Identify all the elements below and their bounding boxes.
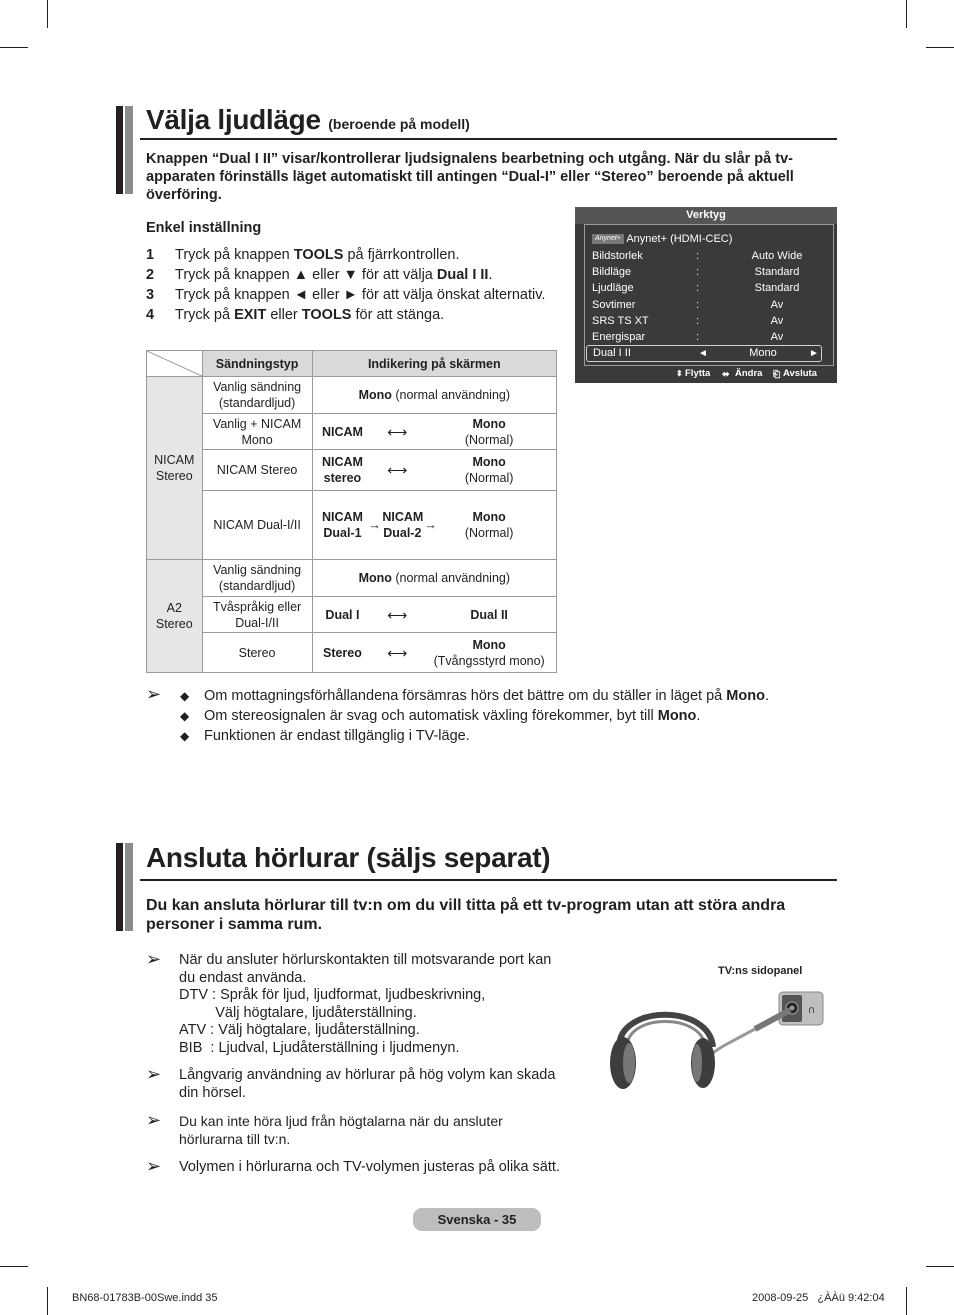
section-title: Välja ljudläge (beroende på modell)	[146, 104, 470, 135]
menu-row[interactable]: Sovtimer : Av	[592, 299, 784, 311]
type-cell: Vanlig sändning (standardljud)	[202, 560, 312, 597]
header-corner	[147, 351, 203, 377]
page-number-badge: Svenska - 35	[413, 1208, 541, 1231]
intro-text: Du kan ansluta hörlurar till tv:n om du vill titta på ett tv-program utan att störa andra personer i samma rum.	[146, 897, 786, 933]
group-a2: A2 Stereo	[147, 560, 203, 673]
anynet-logo: Anynet+	[592, 234, 624, 244]
menu-row[interactable]: SRS TS XT : Av	[592, 315, 784, 327]
title-rule	[140, 138, 837, 140]
note-item: ◆ Funktionen är endast tillgänglig i TV-läge.	[180, 728, 470, 744]
type-cell: Stereo	[202, 633, 312, 673]
headphones-illustration	[605, 985, 830, 1095]
crop-mark	[926, 47, 954, 48]
note-chevron-icon: ➢	[146, 949, 162, 969]
crop-mark	[0, 1266, 28, 1267]
menu-footer: ⬍ Flytta ⬌ Ändra ⎗ Avsluta	[575, 366, 837, 382]
title-rule	[140, 879, 837, 881]
display-cell: Dual II	[422, 597, 556, 633]
note-item: ◆ Om stereosignalen är svag och automatisk växling förekommer, byt till Mono.	[180, 708, 701, 724]
section-title: Ansluta hörlurar (säljs separat)	[146, 842, 551, 873]
type-cell: Tvåspråkig eller Dual-I/II	[202, 597, 312, 633]
exit-icon: ⎗	[773, 369, 781, 379]
note-item: Volymen i hörlurarna och TV-volymen justeras på olika sätt.	[179, 1159, 560, 1175]
note-chevron-icon: ➢	[146, 1064, 162, 1084]
tools-menu	[575, 207, 837, 383]
arrow-right-icon[interactable]: ►	[809, 348, 819, 359]
bullet-icon: ◆	[180, 689, 190, 703]
note-chevron-icon: ➢	[146, 684, 162, 704]
display-cell: Dual I	[312, 597, 372, 633]
step: 1 Tryck på knappen TOOLS på fjärrkontrollen.	[146, 247, 460, 263]
subheading: Enkel inställning	[146, 220, 262, 236]
note-item: Du kan inte höra ljud från högtalarna när du ansluter hörlurarna till tv:n.	[179, 1113, 503, 1147]
section-bar-shade	[125, 843, 133, 931]
display-cell: Mono (normal användning)	[312, 377, 556, 414]
note-chevron-icon: ➢	[146, 1156, 162, 1176]
type-cell: Vanlig sändning (standardljud)	[202, 377, 312, 414]
display-cell: NICAM Dual-1	[312, 491, 372, 560]
print-date: 2008-09-25 ¿ÀÀü 9:42:04	[752, 1292, 885, 1304]
arrow-right-icon: →	[424, 518, 437, 532]
updown-icon: ⬍	[676, 369, 683, 378]
both-arrow-icon: ⟷	[372, 450, 422, 491]
type-cell: Vanlig + NICAM Mono	[202, 414, 312, 450]
display-cell: Mono (normal användning)	[312, 560, 556, 597]
menu-row[interactable]: Bildstorlek : Auto Wide	[592, 250, 803, 262]
display-cell: NICAM stereo	[312, 450, 372, 491]
bullet-icon: ◆	[180, 709, 190, 723]
group-nicam: NICAM Stereo	[147, 377, 203, 560]
note-item: Långvarig användning av hörlurar på hög volym kan skada din hörsel.	[179, 1067, 556, 1101]
steps-list	[146, 245, 566, 325]
leftright-icon: ⬌	[722, 369, 730, 379]
notes-list	[180, 686, 820, 746]
bullet-icon: ◆	[180, 729, 190, 743]
display-cell: → Mono (Normal)	[422, 491, 556, 560]
diagonal-line	[147, 351, 204, 377]
both-arrow-icon: ⟷	[372, 633, 422, 673]
menu-row[interactable]: Energispar : Av	[592, 331, 784, 343]
crop-mark	[47, 1287, 48, 1315]
display-cell: → NICAM Dual-2	[372, 491, 422, 560]
header-display: Indikering på skärmen	[312, 351, 556, 377]
header-type: Sändningstyp	[202, 351, 312, 377]
note-item: ◆ Om mottagningsförhållandena försämras hörs det bättre om du ställer in läget på Mono.	[180, 688, 769, 704]
crop-mark	[926, 1266, 954, 1267]
type-cell: NICAM Dual-I/II	[202, 491, 312, 560]
crop-mark	[906, 0, 907, 28]
crop-mark	[47, 0, 48, 28]
step: 4 Tryck på EXIT eller TOOLS för att stänga.	[146, 307, 445, 323]
display-cell: Mono (Normal)	[422, 450, 556, 491]
sound-mode-table	[146, 350, 557, 673]
section-bar	[116, 843, 123, 931]
display-cell: Stereo	[312, 633, 372, 673]
section-bar-shade	[125, 106, 133, 194]
note-item: När du ansluter hörlurskontakten till motsvarande port kan du endast använda. DTV : Språk för ljud, ljudformat, ljudbeskrivning, Välj högtalare, ljudåterställning. ATV : Välj högtalare, ljudåterställning. BIB : Ljudval, Ljudåterställning i ljudmenyn.	[179, 952, 552, 1056]
anynet-item[interactable]: Anynet+ Anynet+ (HDMI-CEC)	[592, 231, 822, 247]
svg-text:∩: ∩	[808, 1005, 816, 1016]
display-cell: Mono (Tvångsstyrd mono)	[422, 633, 556, 673]
arrow-left-icon[interactable]: ◄	[698, 348, 708, 359]
menu-row[interactable]: Bildläge : Standard	[592, 266, 800, 278]
menu-title: Verktyg	[575, 207, 837, 224]
menu-row[interactable]: Ljudläge : Standard	[592, 282, 800, 294]
display-cell: NICAM	[312, 414, 372, 450]
section-bar	[116, 106, 123, 194]
display-cell: Mono (Normal)	[422, 414, 556, 450]
both-arrow-icon: ⟷	[372, 597, 422, 633]
side-panel-label: TV:ns sidopanel	[718, 965, 803, 977]
intro-text: Knappen “Dual I II” visar/kontrollerar ljudsignalens bearbetning och utgång. När du slår på tv- apparaten förinställs läget automatiskt till antingen “Dual-I” eller “Stereo” beroende på aktuell överföring.	[146, 151, 794, 203]
step: 3 Tryck på knappen ◄ eller ► för att välja önskat alternativ.	[146, 287, 546, 303]
step: 2 Tryck på knappen ▲ eller ▼ för att välja Dual I II.	[146, 267, 493, 283]
file-info: BN68-01783B-00Swe.indd 35	[72, 1292, 218, 1304]
crop-mark	[0, 47, 28, 48]
note-chevron-icon: ➢	[146, 1110, 162, 1130]
crop-mark	[906, 1287, 907, 1315]
menu-row-selected[interactable]: Dual I II ◄ Mono ►	[586, 345, 822, 362]
both-arrow-icon: ⟷	[372, 414, 422, 450]
type-cell: NICAM Stereo	[202, 450, 312, 491]
arrow-right-icon: →	[368, 518, 381, 532]
